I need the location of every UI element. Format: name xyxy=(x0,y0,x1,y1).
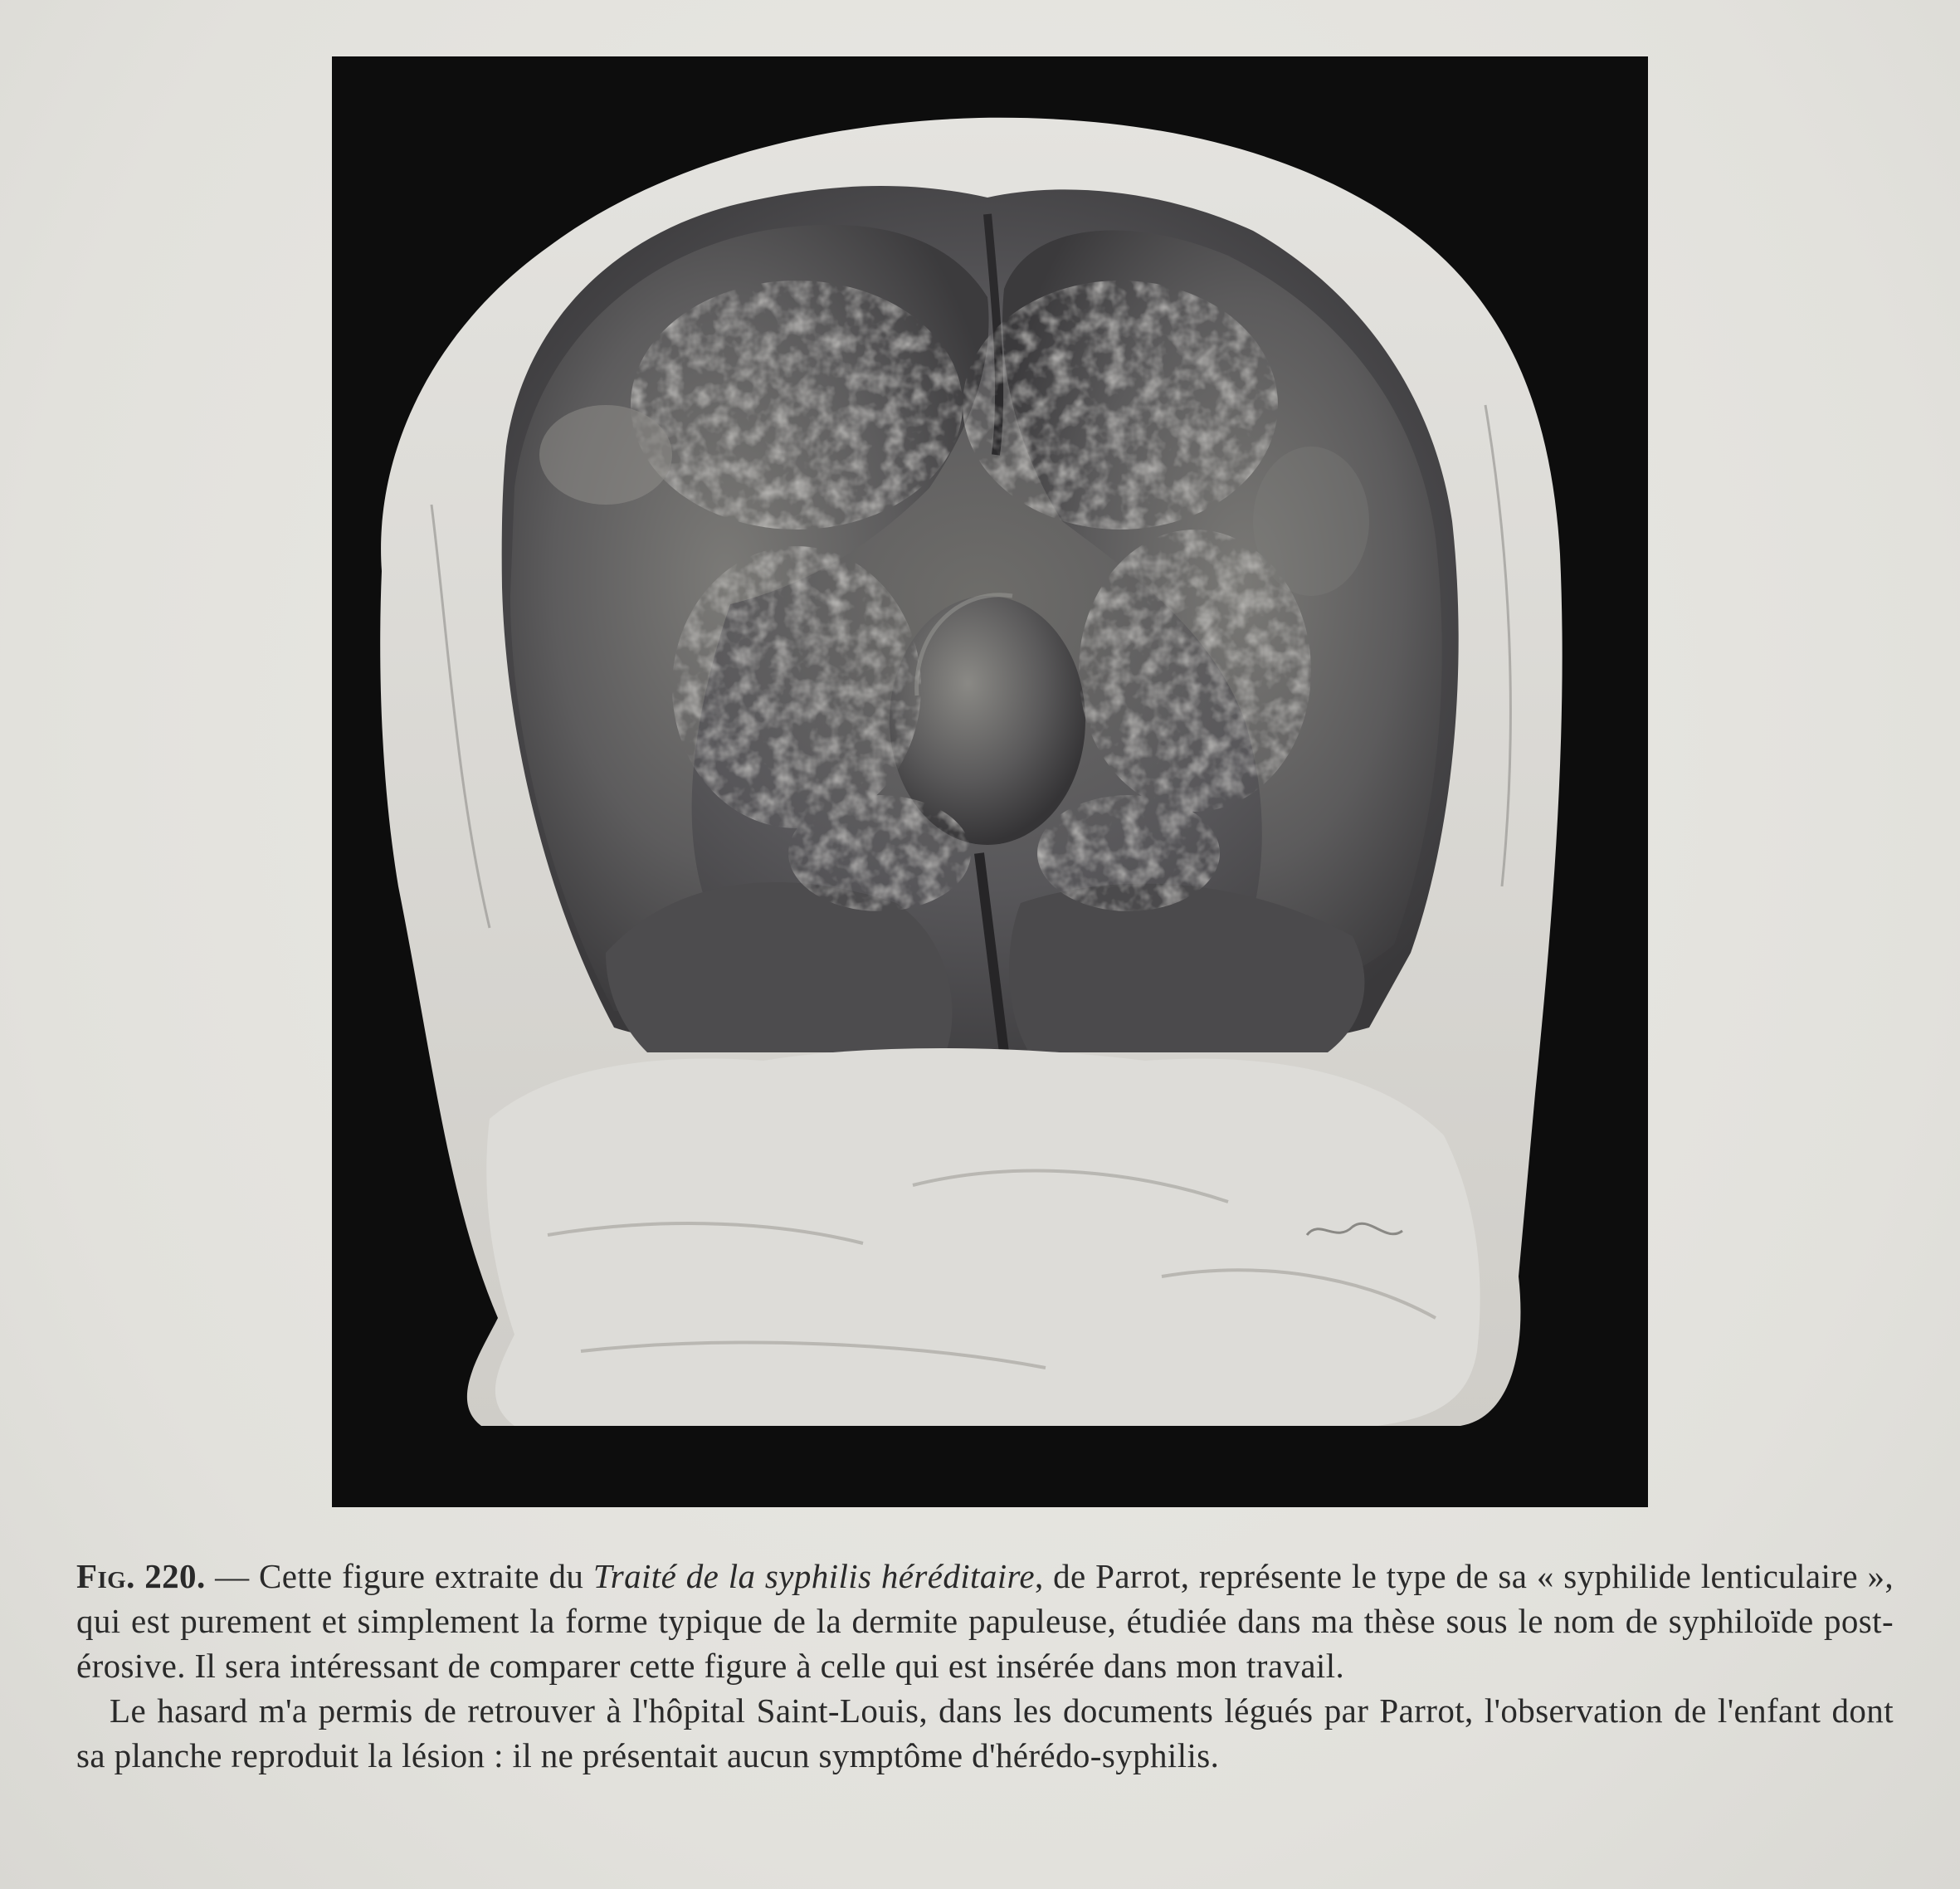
caption-paragraph-1 xyxy=(76,1554,1894,1688)
caption-text-part1: Cette figure extraite du xyxy=(259,1557,593,1595)
caption-paragraph-2: Le hasard m'a permis de retrouver à l'hôpital Saint-Louis, dans les documents légués par Parrot, l'observation de l'enfant dont sa planche reproduit la lésion : il ne présentait aucun symptôme d'hérédo-syphilis. xyxy=(76,1691,1894,1774)
caption-text-part2: , de Parrot, représente le type de sa « syphilide lenticulaire », qui est purement et simplement la forme typique de la dermite papuleuse, étudiée dans ma thèse sous le nom de syphiloïde post-érosive. Il sera intéressant de comparer cette figure à celle qui est insérée dans mon travail. xyxy=(76,1557,1894,1685)
figure-label: Fig. 220. xyxy=(76,1557,206,1595)
book-title: Traité de la syphilis héréditaire xyxy=(592,1557,1035,1595)
figure-photograph xyxy=(332,56,1648,1507)
caption-dash: — xyxy=(205,1557,260,1595)
plaster-cast-image xyxy=(332,56,1648,1507)
figure-caption xyxy=(76,1554,1894,1778)
